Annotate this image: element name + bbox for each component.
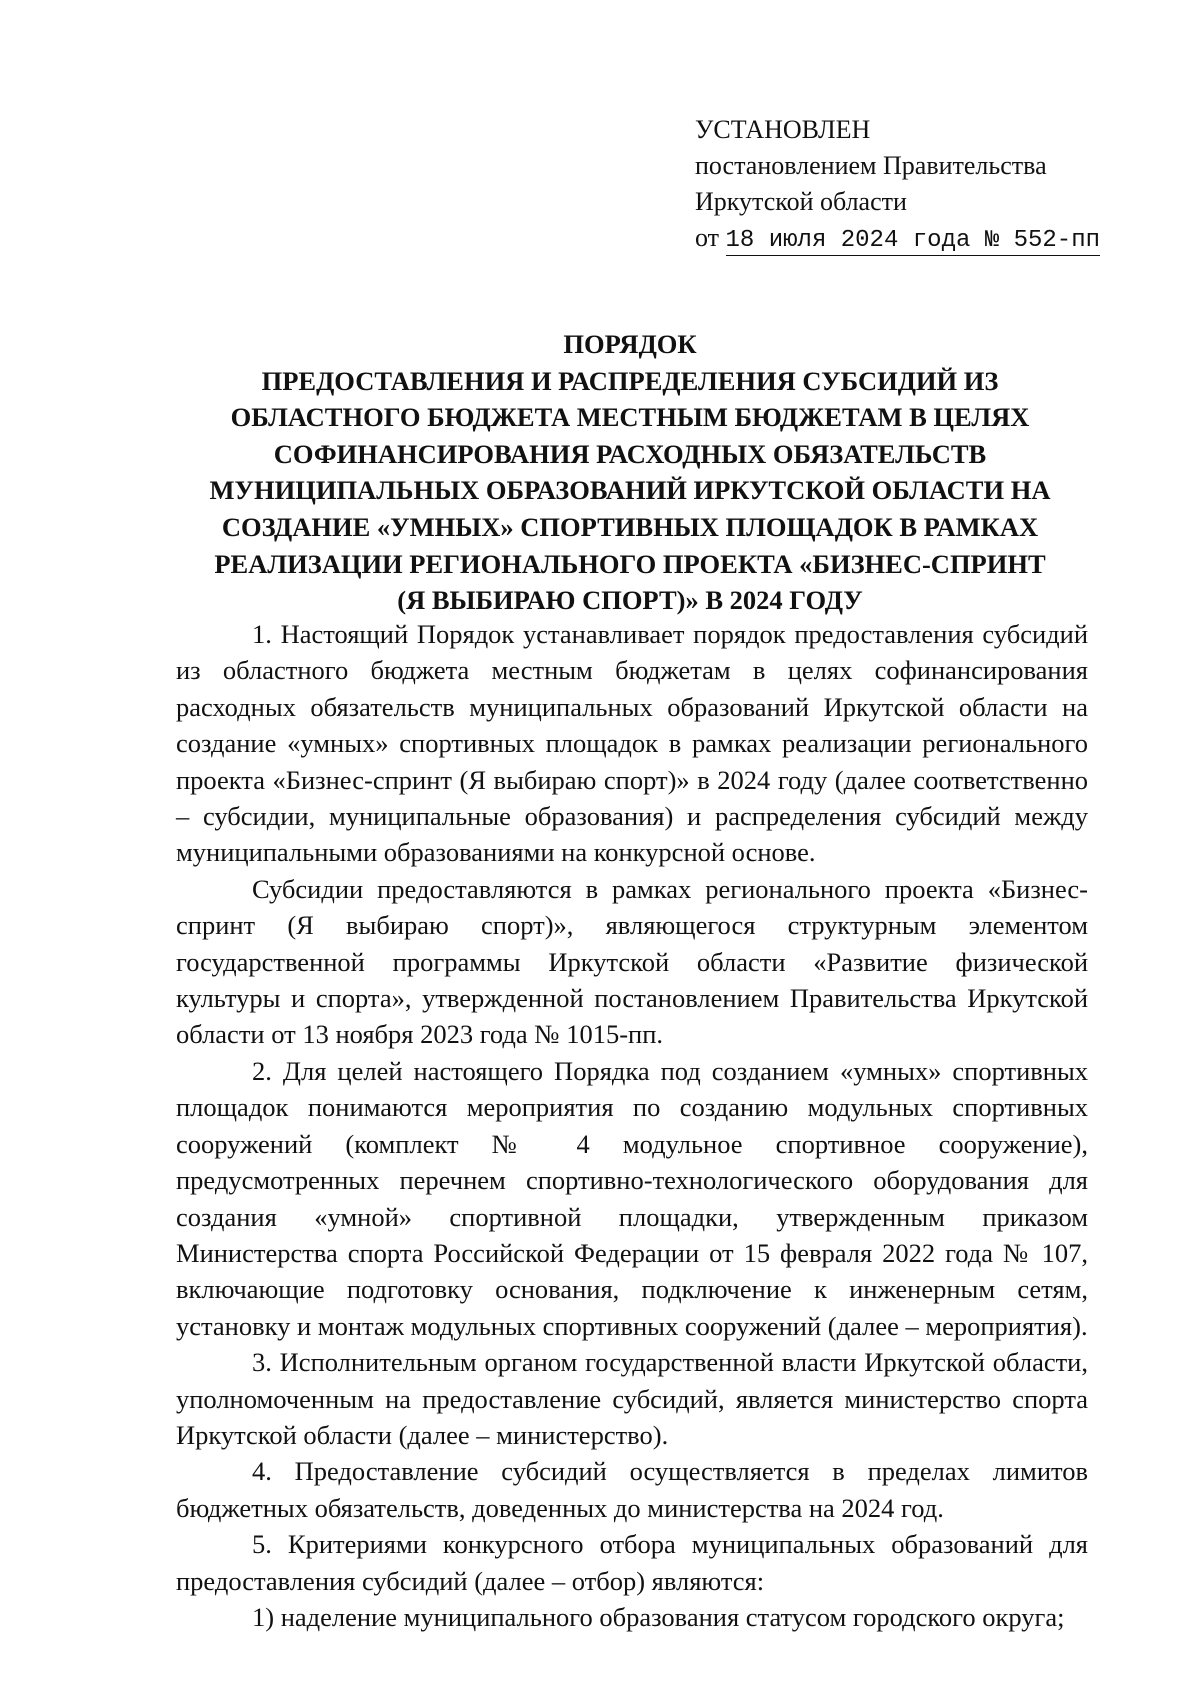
approval-date-prefix: от (695, 223, 720, 252)
approval-issuer: постановлением Правительства (695, 151, 1047, 180)
title-line: РЕАЛИЗАЦИИ РЕГИОНАЛЬНОГО ПРОЕКТА «БИЗНЕС-СПРИНТ (214, 548, 1046, 579)
title-line: МУНИЦИПАЛЬНЫХ ОБРАЗОВАНИЙ ИРКУТСКОЙ ОБЛАСТИ НА (209, 475, 1051, 506)
paragraph-1: 1. Настоящий Порядок устанавливает порядок предоставления субсидий из областного бюджета местным бюджетам в целях софинансирования расходных обязательств муниципальных образований Иркутской области на создание «умных» спортивных площадок в рамках реализации регионального проекта «Бизнес-спринт (Я выбираю спорт)» в 2024 году (далее соответственно – субсидии, муниципальные образования) и распределения субсидий между муниципальными образованиями на конкурсной основе. (176, 619, 1088, 868)
approval-date-line (695, 220, 1100, 259)
title-line: ОБЛАСТНОГО БЮДЖЕТА МЕСТНЫМ БЮДЖЕТАМ В ЦЕЛЯХ (230, 402, 1030, 433)
paragraph-7: 1) наделение муниципального образования статусом городского округа; (252, 1601, 1065, 1632)
approval-date-value: 18 июля 2024 года № 552-пп (725, 227, 1100, 254)
title-line: ПОРЯДОК (563, 329, 697, 359)
approval-stamp (695, 112, 1100, 259)
title-line: ПРЕДОСТАВЛЕНИЯ И РАСПРЕДЕЛЕНИЯ СУБСИДИЙ ИЗ (261, 365, 999, 396)
title-line: (Я ВЫБИРАЮ СПОРТ)» В 2024 ГОДУ (397, 585, 863, 616)
document-title (170, 326, 1090, 619)
document-body (176, 616, 1088, 1635)
paragraph-6: 5. Критериями конкурсного отбора муниципальных образований для предоставления субсидий (далее – отбор) являются: (176, 1529, 1088, 1596)
paragraph-5: 4. Предоставление субсидий осуществляется в пределах лимитов бюджетных обязательств, доведенных до министерства на 2024 год. (176, 1456, 1088, 1523)
paragraph-2: Субсидии предоставляются в рамках регионального проекта «Бизнес-спринт (Я выбираю спорт)», являющегося структурным элементом государственной программы Иркутской области «Развитие физической культуры и спорта», утвержденной постановлением Правительства Иркутской области от 13 ноября 2023 года № 1015-пп. (176, 873, 1088, 1050)
title-line: СОФИНАНСИРОВАНИЯ РАСХОДНЫХ ОБЯЗАТЕЛЬСТВ (273, 438, 987, 469)
paragraph-4: 3. Исполнительным органом государственной власти Иркутской области, уполномоченным на предоставление субсидий, является министерство спорта Иркутской области (далее – министерство). (176, 1347, 1088, 1450)
paragraph-3: 2. Для целей настоящего Порядка под созданием «умных» спортивных площадок понимаются мероприятия по созданию модульных спортивных сооружений (комплект № 4 модульное спортивное сооружение), предусмотренных перечнем спортивно-технологического оборудования для создания «умной» спортивной площадки, утвержденным приказом Министерства спорта Российской Федерации от 15 февраля 2022 года № 107, включающие подготовку основания, подключение к инженерным сетям, установку и монтаж модульных спортивных сооружений (далее – мероприятия). (176, 1055, 1088, 1341)
approval-status: УСТАНОВЛЕН (695, 115, 871, 144)
title-line: СОЗДАНИЕ «УМНЫХ» СПОРТИВНЫХ ПЛОЩАДОК В РАМКАХ (221, 511, 1039, 542)
approval-region: Иркутской области (695, 187, 907, 216)
